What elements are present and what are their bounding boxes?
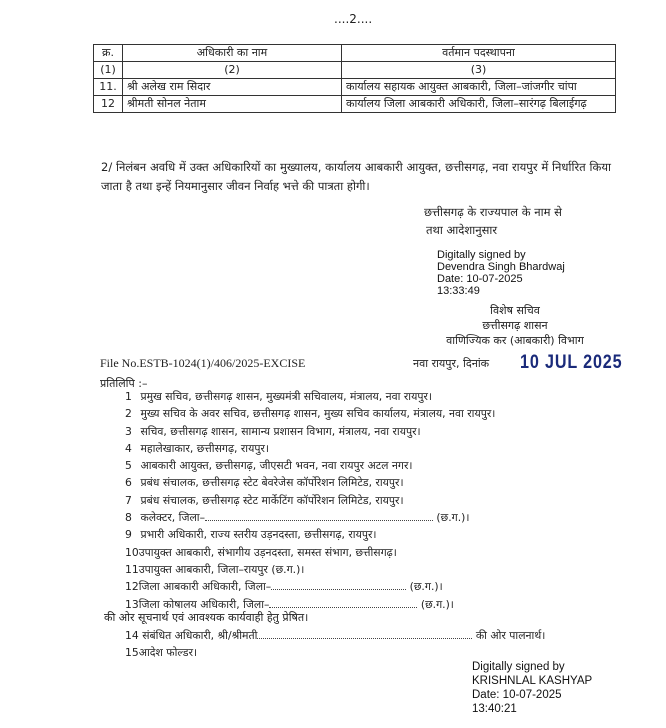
row-officer-name: श्रीमती सोनल नेताम [123, 96, 342, 113]
signature-text: Digitally signed by [472, 661, 565, 673]
signature-time: 13:33:49 [437, 285, 480, 297]
row-posting: कार्यालय सहायक आयुक्त आबकारी, जिला–जांजगीर चांपा [342, 79, 616, 96]
item-number: 2 [125, 407, 132, 421]
item-number: 3 [125, 424, 132, 438]
list-item [125, 405, 495, 422]
item-number: 1 [125, 390, 132, 403]
item-text: मुख्य सचिव के अवर सचिव, छत्तीसगढ़ शासन, मुख्य सचिव कार्यालय, मंत्रालय, नवा रायपुर। [140, 407, 496, 421]
list-item [125, 544, 495, 561]
item-text: उपायुक्त आबकारी, संभागीय उड़नदस्ता, समस्त संभाग, छत्तीसगढ़। [138, 545, 397, 559]
list-item [125, 561, 495, 578]
item-text: कलेक्टर, जिला– [140, 511, 205, 525]
blank-line [257, 629, 472, 639]
item-number: 9 [125, 528, 132, 542]
item-text: प्रबंध संचालक, छत्तीसगढ़ स्टेट मार्केटिंग कॉर्पोरेशन लिमिटेड, रायपुर। [140, 493, 404, 507]
digital-signature-1 [437, 249, 565, 297]
list-item [125, 457, 495, 474]
item-number: 12 [125, 580, 139, 594]
index-cell: (2) [123, 62, 342, 79]
header-serial: क्र. [94, 45, 123, 62]
blank-line [271, 580, 406, 590]
copy-recipient-list [125, 388, 495, 613]
order-paragraph: 2/ निलंबन अवधि में उक्त अधिकारियों का मुख्यालय, कार्यालय आबकारी आयुक्त, छत्तीसगढ़, नवा रायपुर में निर्धारित किया जाता है तथा इन्हें नियमानुसार जीवन निर्वाह भत्ते की पात्रता होगी। [101, 160, 611, 193]
list-item [125, 474, 495, 491]
table-header-row [94, 45, 616, 62]
item-text: जिला आबकारी अधिकारी, जिला– [138, 580, 272, 594]
digital-signature-2 [472, 660, 592, 716]
item-text: आदेश फोल्डर। [138, 646, 198, 659]
item-suffix: की ओर पालनार्थ। [475, 629, 546, 642]
item-text: प्रबंध संचालक, छत्तीसगढ़ स्टेट बेवरेजेस कॉर्पोरेशन लिमिटेड, रायपुर। [140, 476, 404, 490]
list-item [125, 644, 545, 661]
secretary-dept: वाणिज्यिक कर (आबकारी) विभाग [446, 334, 584, 347]
item-text: उपायुक्त आबकारी, जिला–रायपुर (छ.ग.)। [138, 562, 305, 576]
page-marker: ....2.... [334, 12, 373, 26]
secretary-govt: छत्तीसगढ़ शासन [482, 319, 548, 332]
item-text: सचिव, छत्तीसगढ़ शासन, सामान्य प्रशासन विभाग, मंत्रालय, नवा रायपुर। [140, 424, 421, 438]
header-officer-name: अधिकारी का नाम [123, 45, 342, 62]
blank-line [269, 598, 417, 608]
row-serial: 11. [94, 79, 123, 96]
governor-line-2: तथा आदेशानुसार [426, 223, 498, 237]
governor-line-1: छत्तीसगढ़ के राज्यपाल के नाम से [424, 205, 562, 219]
list-item [125, 509, 495, 526]
signature-date: Date: 10-07-2025 [472, 689, 562, 701]
list-item [125, 627, 545, 644]
row-officer-name: श्री अलेख राम सिदार [123, 79, 342, 96]
list-item [125, 388, 495, 405]
date-stamp: 10 JUL 2025 [520, 352, 623, 373]
index-cell: (1) [94, 62, 123, 79]
file-number: File No.ESTB-1024(1)/406/2025-EXCISE [100, 356, 306, 370]
item-text: जिला कोषालय अधिकारी, जिला– [138, 597, 270, 611]
signature-name: Devendra Singh Bhardwaj [437, 261, 565, 273]
governor-order-line [424, 203, 562, 239]
list-item [125, 423, 495, 440]
item-suffix: (छ.ग.)। [436, 511, 470, 525]
secretary-block [420, 303, 610, 348]
item-suffix: (छ.ग.)। [420, 597, 454, 611]
signature-date: Date: 10-07-2025 [437, 273, 523, 285]
item-text: महालेखाकार, छत्तीसगढ़, रायपुर। [140, 441, 270, 455]
item-number: 4 [125, 441, 132, 455]
row-posting: कार्यालय जिला आबकारी अधिकारी, जिला–सारंगढ़ बिलाईगढ़ [342, 96, 616, 113]
item-number: 10 [125, 545, 139, 559]
secretary-title: विशेष सचिव [490, 304, 540, 317]
list-item [125, 440, 495, 457]
officers-table [93, 44, 616, 113]
item-text: प्रभारी अधिकारी, राज्य स्तरीय उड़नदस्ता, छत्तीसगढ़, रायपुर। [140, 528, 377, 542]
item-number: 14 [125, 629, 139, 642]
item-number: 13 [125, 597, 139, 611]
signature-text: Digitally signed by [437, 249, 526, 261]
item-suffix: (छ.ग.)। [409, 580, 443, 594]
table-index-row [94, 62, 616, 79]
signature-time: 13:40:21 [472, 703, 517, 715]
header-current-posting: वर्तमान पदस्थापना [342, 45, 616, 62]
table-row [94, 96, 616, 113]
item-number: 11 [125, 562, 139, 576]
item-text: आबकारी आयुक्त, छत्तीसगढ़, जीएसटी भवन, नवा रायपुर अटल नगर। [140, 459, 413, 473]
table-row [94, 79, 616, 96]
item-number: 7 [125, 493, 132, 507]
item-number: 15 [125, 646, 139, 659]
blank-line [205, 511, 433, 521]
row-serial: 12 [94, 96, 123, 113]
info-line: की ओर सूचनार्थ एवं आवश्यक कार्यवाही हेतु प्रेषित। [104, 611, 309, 624]
list-item [125, 492, 495, 509]
item-number: 6 [125, 476, 132, 490]
signature-name: KRISHNLAL KASHYAP [472, 675, 593, 687]
copy-recipient-list-2 [125, 627, 545, 661]
item-number: 5 [125, 459, 132, 473]
place-date-label: नवा रायपुर, दिनांक [413, 357, 490, 370]
item-number: 8 [125, 511, 132, 525]
list-item [125, 578, 495, 595]
list-item [125, 526, 495, 543]
item-text: संबंधित अधिकारी, श्री/श्रीमती [142, 629, 258, 642]
copy-label: प्रतिलिपि :– [100, 377, 148, 390]
item-text: प्रमुख सचिव, छत्तीसगढ़ शासन, मुख्यमंत्री सचिवालय, मंत्रालय, नवा रायपुर। [140, 390, 432, 403]
index-cell: (3) [342, 62, 616, 79]
